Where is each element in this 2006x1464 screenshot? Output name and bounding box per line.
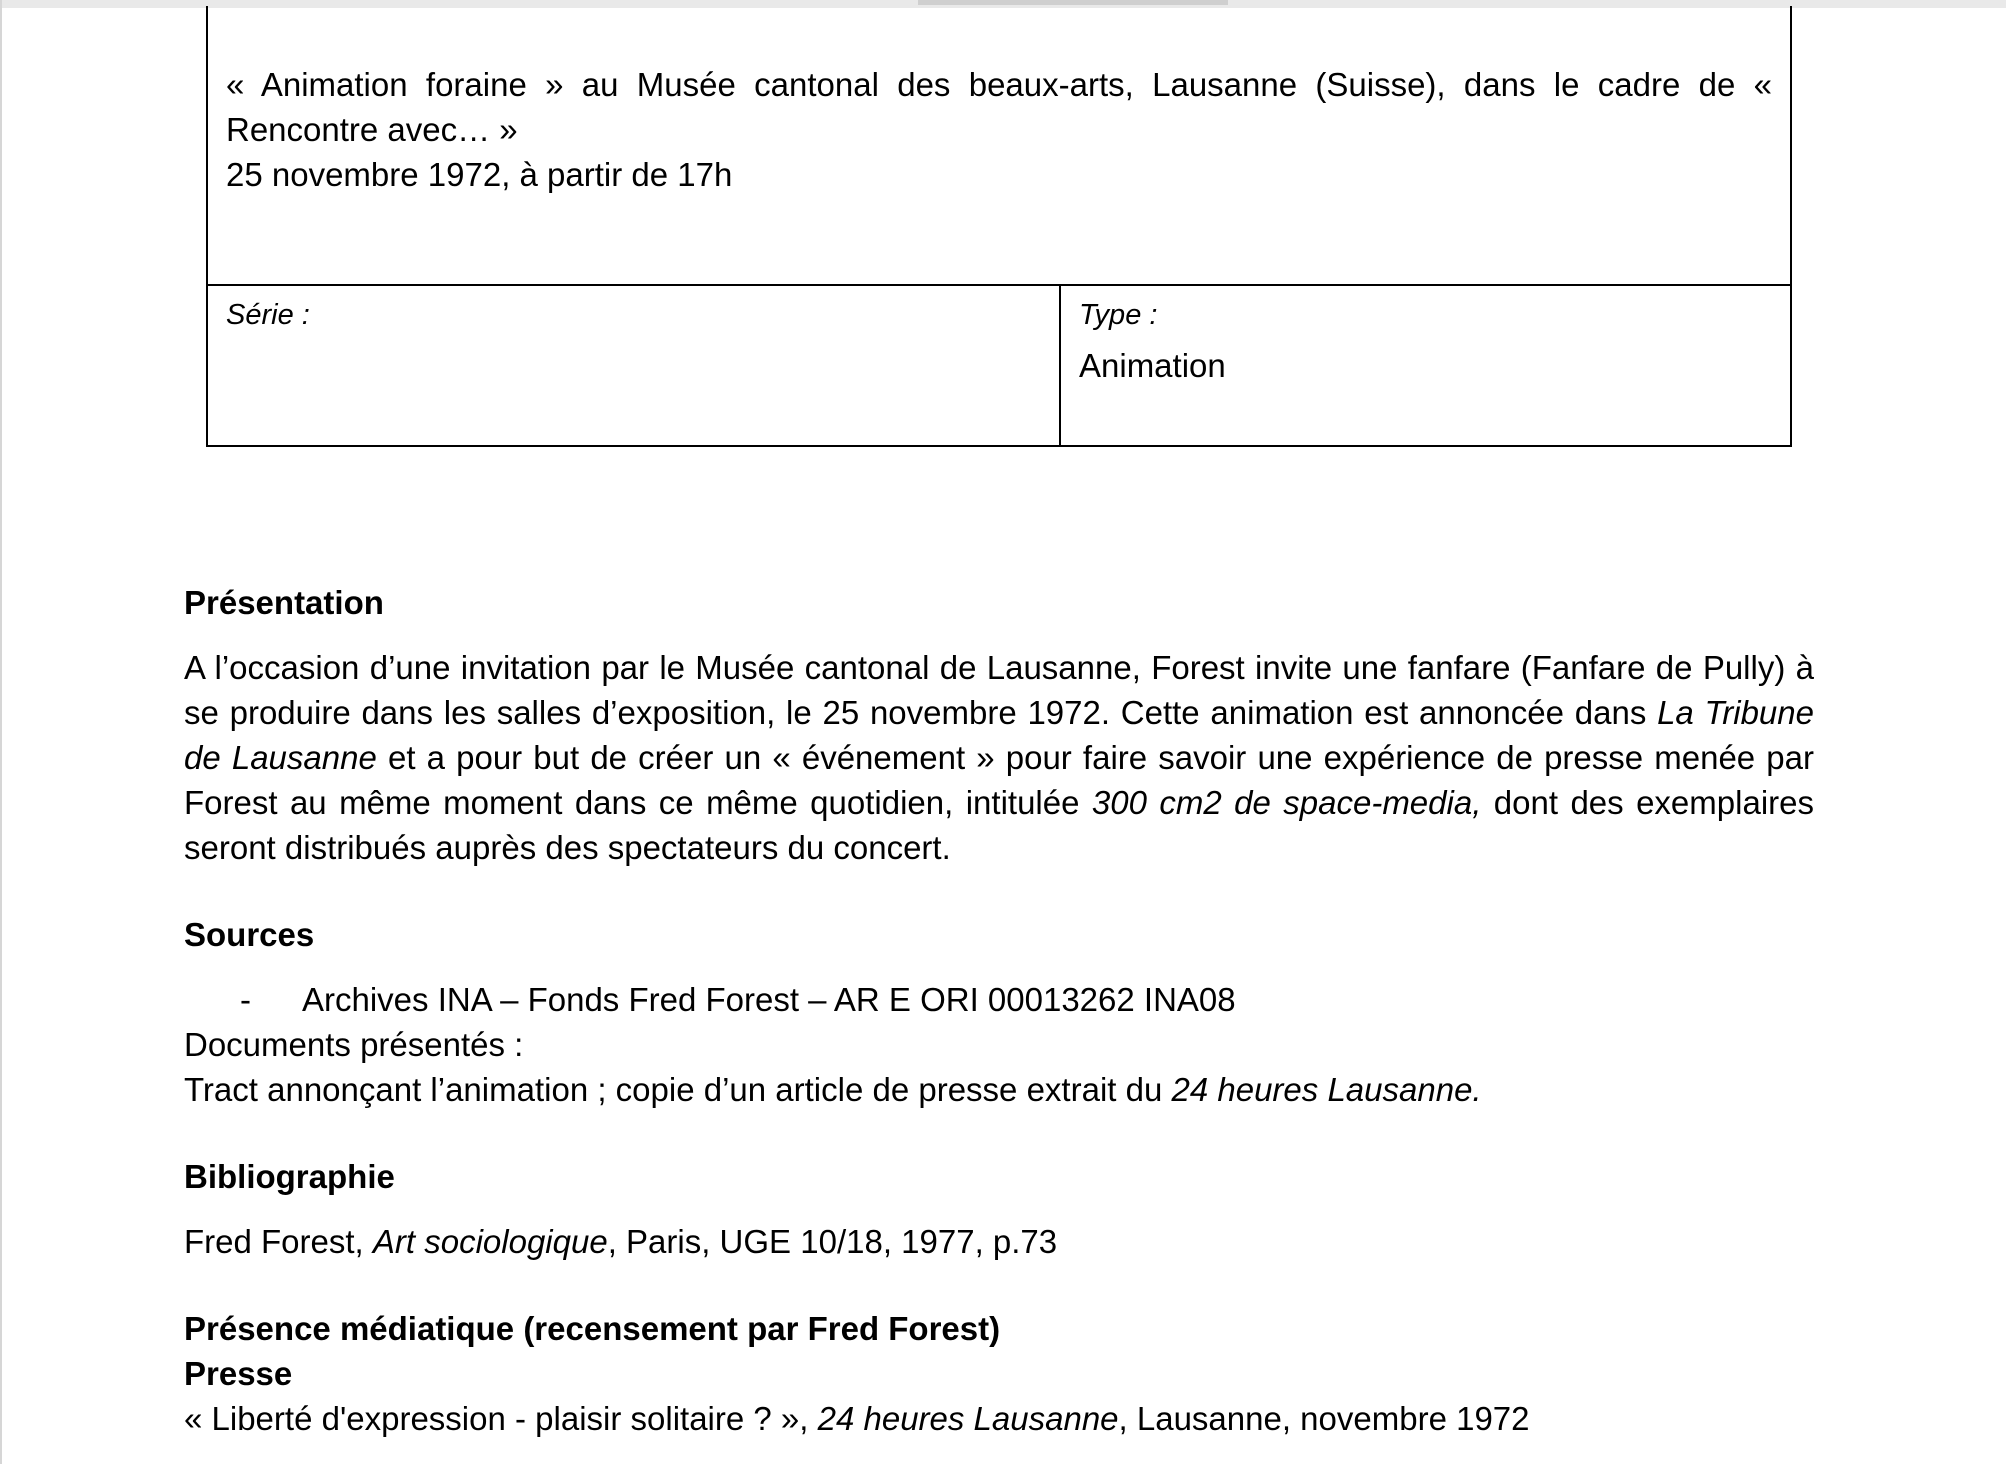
bibliographie-rest: , Paris, UGE 10/18, 1977, p.73 [607, 1223, 1058, 1260]
presentation-text-1: A l’occasion d’une invitation par le Musée cantonal de Lausanne, Forest invite une fanfare (Fanfare de Pully) à se produire dans les salles d’exposition, le 25 novembre 1972. Cette animation est annoncée dans [184, 649, 1814, 731]
presse-subheading: Presse [184, 1355, 293, 1392]
documents-italic: 24 heures Lausanne. [1171, 1071, 1482, 1108]
event-title: « Animation foraine » au Musée cantonal des beaux-arts, Lausanne (Suisse), dans le cadre de « Rencontre avec… » [226, 66, 1772, 148]
bullet-dash: - [240, 981, 251, 1018]
sources-bullet [184, 977, 1814, 1022]
sources-bullet-text: Archives INA – Fonds Fred Forest – AR E ORI 00013262 INA08 [302, 981, 1236, 1018]
bibliographie-author: Fred Forest, [184, 1223, 373, 1260]
bibliographie-heading: Bibliographie [184, 1158, 395, 1195]
event-cell [208, 6, 1790, 286]
presentation-heading: Présentation [184, 584, 384, 621]
presse-item-italic: 24 heures Lausanne [817, 1400, 1119, 1437]
type-cell [1061, 286, 1790, 445]
documents-plain: Tract annonçant l’animation ; copie d’un article de presse extrait du [184, 1071, 1172, 1108]
presse-item-text: « Liberté d'expression - plaisir solitaire ? », [184, 1400, 818, 1437]
presse-item-rest: , Lausanne, novembre 1972 [1118, 1400, 1530, 1437]
bibliographie-entry [184, 1219, 1814, 1264]
window-tab-indicator [918, 0, 1228, 5]
presentation-italic-1: La Tribune de Lausanne [184, 694, 1814, 776]
type-label: Type : [1079, 299, 1158, 331]
serie-cell [208, 286, 1061, 445]
event-info-table [206, 6, 1792, 447]
window-left-edge [0, 0, 2, 1464]
documents-label: Documents présentés : [184, 1026, 524, 1063]
presentation-paragraph [184, 645, 1814, 870]
bibliographie-title: Art sociologique [372, 1223, 608, 1260]
presentation-text-2: et a pour but de créer un « événement » pour faire savoir une expérience de presse menée par Forest au même moment dans ce même quotidien, intitulée [184, 739, 1814, 821]
presse-item [184, 1396, 1814, 1441]
presentation-text-3: dont des exemplaires seront distribués auprès des spectateurs du concert. [184, 784, 1814, 866]
type-value: Animation [1079, 347, 1226, 384]
presence-heading: Présence médiatique (recensement par Fred Forest) [184, 1310, 1001, 1347]
sources-heading: Sources [184, 916, 315, 953]
document-body [184, 580, 1814, 1441]
presentation-italic-2: 300 cm2 de space-media, [1091, 784, 1482, 821]
serie-label: Série : [226, 299, 310, 331]
event-date: 25 novembre 1972, à partir de 17h [226, 156, 733, 193]
documents-text [184, 1067, 1814, 1112]
